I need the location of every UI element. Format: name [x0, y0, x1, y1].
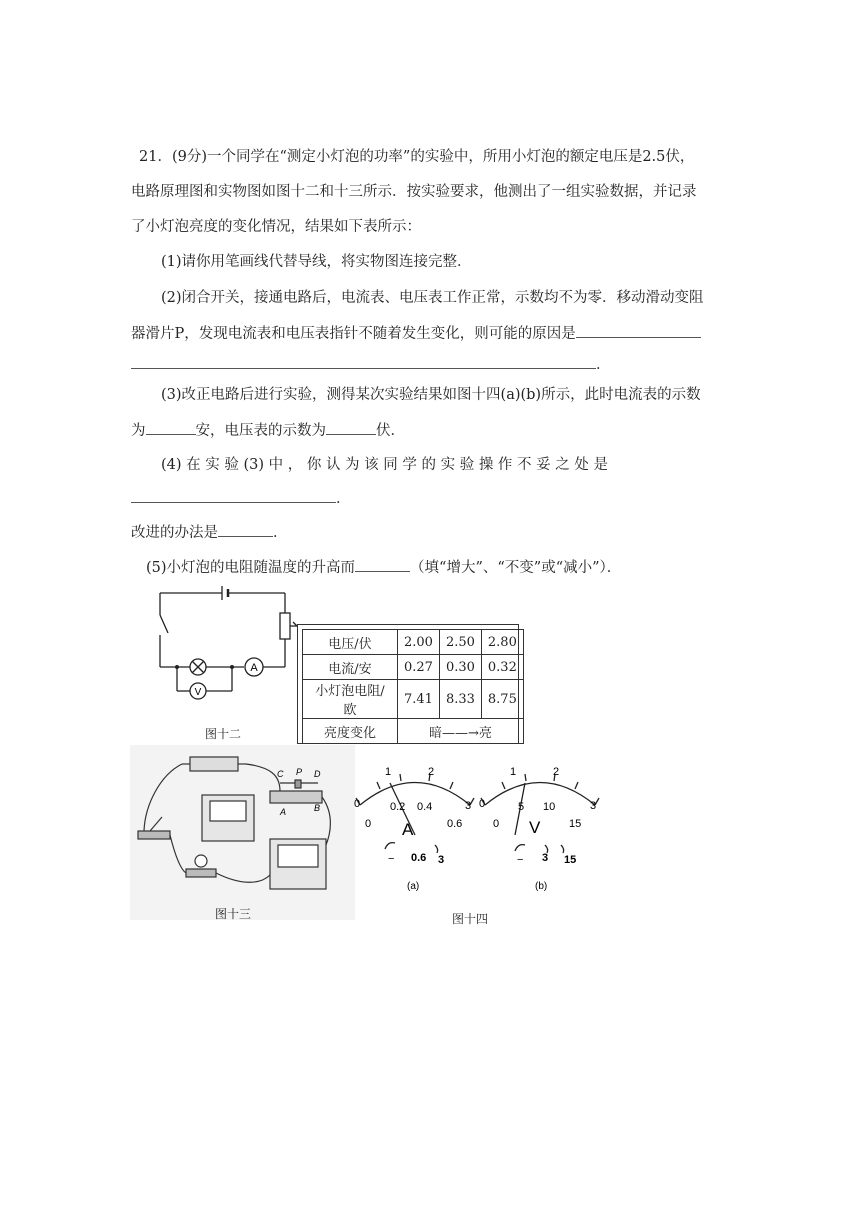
label-p: P [296, 767, 303, 777]
table-cell: 暗——→亮 [398, 719, 524, 744]
table-cell: 电流/安 [303, 655, 398, 680]
dial-b-terminal-minus: − [517, 854, 524, 866]
q3-suffix: 伏． [376, 423, 405, 439]
table-cell: 2.50 [439, 630, 481, 655]
table-cell: 0.32 [481, 655, 523, 680]
question-line-2: 电路原理图和实物图如图十二和十三所示．按实验要求，他测出了一组实验数据，并记录 [131, 184, 697, 200]
table-cell: 2.80 [481, 630, 523, 655]
voltmeter-symbol: V [194, 687, 202, 698]
dial-a-terminal-3: 3 [438, 854, 445, 866]
sub-question-5 [146, 557, 621, 578]
table-cell: 亮度变化 [303, 719, 398, 744]
label-b: B [314, 803, 321, 813]
dial-a-upper-3: 3 [465, 800, 472, 812]
sub-question-2-line-3 [131, 354, 611, 375]
figure-14-caption: 图十四 [452, 912, 489, 926]
q4-improve-end: ． [273, 525, 288, 541]
q5-text: (5)小灯泡的电阻随温度的升高而 [146, 560, 356, 576]
sub-question-1: (1)请你用笔画线代替导线，将实物图连接完整． [161, 254, 472, 270]
answer-blank-4a[interactable] [131, 488, 336, 503]
table-row [303, 680, 524, 719]
answer-blank-current[interactable] [146, 420, 196, 435]
answer-blank-5[interactable] [355, 557, 410, 572]
dial-b-lower-3: 15 [569, 818, 582, 830]
sub-question-3-line-1: (3)改正电路后进行实验，测得某次实验结果如图十四(a)(b)所示，此时电流表的示数 [161, 387, 701, 403]
dial-b-lower-0: 0 [493, 818, 500, 830]
dial-b-upper-3: 3 [590, 800, 597, 812]
data-table [302, 629, 524, 744]
voltmeter-unit: V [529, 818, 541, 837]
dial-a-label: (a) [407, 881, 420, 892]
figure-13-caption: 图十三 [215, 907, 252, 921]
dial-b-terminal-15: 15 [564, 854, 577, 866]
sub-question-2-line-2 [131, 323, 701, 344]
sub-question-2-line-1: (2)闭合开关，接通电路后，电流表、电压表工作正常，示数均不为零．移动滑动变阻 [161, 290, 704, 306]
apparatus-illustration [130, 745, 355, 920]
answer-blank-2a[interactable] [576, 323, 701, 338]
sub-question-2-text: 器滑片P，发现电流表和电压表指针不随着发生变化，则可能的原因是 [131, 326, 576, 342]
circuit-diagram [140, 585, 305, 720]
meter-dials [345, 765, 605, 895]
dial-b-upper-2: 2 [553, 766, 560, 778]
table-cell: 8.75 [481, 680, 523, 719]
sub-question-3-line-2 [131, 420, 405, 441]
table-row [303, 655, 524, 680]
question-header: 21．(9分)一个同学在“测定小灯泡的功率”的实验中，所用小灯泡的额定电压是2.5伏， [139, 149, 695, 165]
q3-prefix: 为 [131, 423, 146, 439]
dial-a-upper-1: 1 [385, 766, 392, 778]
dial-a-lower-0: 0 [365, 818, 372, 830]
dial-a-terminal-minus: − [388, 853, 395, 865]
answer-blank-voltage[interactable] [326, 420, 376, 435]
dial-b-lower-2: 10 [543, 801, 556, 813]
answer-blank-4b[interactable] [218, 522, 273, 537]
table-row [303, 719, 524, 744]
dial-a-lower-1: 0.2 [390, 801, 406, 813]
dial-b-label: (b) [535, 881, 548, 892]
q4-end: ． [336, 491, 351, 507]
dial-a-upper-2: 2 [428, 766, 435, 778]
dial-a-terminal-06: 0.6 [411, 852, 427, 864]
dial-b-upper-1: 1 [510, 766, 517, 778]
question-line-3: 了小灯泡亮度的变化情况，结果如下表所示： [131, 219, 421, 235]
dial-b-lower-1: 5 [518, 801, 525, 813]
dial-a-lower-3: 0.6 [447, 818, 463, 830]
table-cell: 0.27 [398, 655, 440, 680]
dial-b-upper-0: 0 [479, 798, 486, 810]
sub-question-4-line-1: (4) 在 实 验 (3) 中 ， 你 认 为 该 同 学 的 实 验 操 作 不 妥 之 处 是 [161, 457, 608, 473]
table-row [303, 630, 524, 655]
q3-middle: 安，电压表的示数为 [195, 423, 326, 439]
table-cell: 小灯泡电阻/欧 [303, 680, 398, 719]
table-cell: 8.33 [439, 680, 481, 719]
table-cell: 7.41 [398, 680, 440, 719]
answer-blank-2b[interactable] [131, 354, 596, 369]
sub-question-4-line-3 [131, 522, 288, 543]
q4-improve-label: 改进的办法是 [131, 525, 218, 541]
dial-b-terminal-3: 3 [542, 852, 549, 864]
dial-a-lower-2: 0.4 [417, 801, 433, 813]
table-cell: 0.30 [439, 655, 481, 680]
sub-question-4-line-2 [131, 488, 351, 509]
ammeter-symbol: A [250, 662, 258, 674]
figure-12-caption: 图十二 [205, 727, 242, 741]
label-c: C [277, 769, 284, 779]
dial-a-upper-0: 0 [354, 798, 361, 810]
ammeter-unit: A [402, 820, 414, 839]
table-cell: 2.00 [398, 630, 440, 655]
table-cell: 电压/伏 [303, 630, 398, 655]
label-a: A [280, 807, 287, 817]
label-d: D [314, 769, 321, 779]
sub-question-2-end: ． [596, 357, 611, 373]
q5-options: （填“增大”、“不变”或“减小”）． [410, 560, 622, 576]
